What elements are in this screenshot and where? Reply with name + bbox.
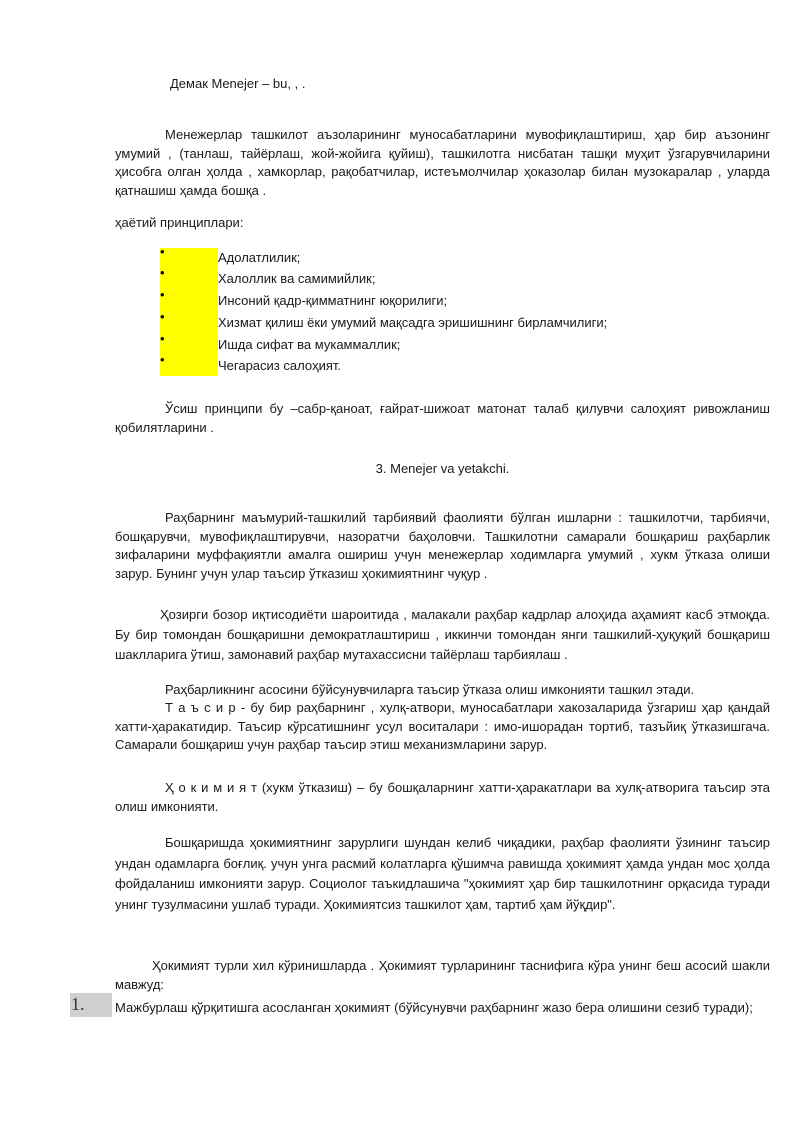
list-item bbox=[160, 265, 760, 290]
list-number: 1. bbox=[71, 994, 85, 1014]
list-item bbox=[160, 352, 760, 377]
bullet-icon: • bbox=[160, 244, 165, 259]
bullet-icon: • bbox=[160, 287, 165, 302]
paragraph-power-definition: Ҳ о к и м и я т (хукм ўтказиш) – бу бошқаларнинг хатти-ҳаракатлари ва хулқ-атворига таъсир эта олиш имконияти. bbox=[115, 780, 770, 814]
bullet-icon: • bbox=[160, 331, 165, 346]
paragraph-leader-activity: Раҳбарнинг маъмурий-ташкилий тарбиявий фаолияти бўлган ишларни : ташкилотчи, тарбиячи, бошқарувчи, мувофиқлаштирувчи, назоратчи баҳоловчи. Ташкилотни самарали бошқариш раҳбарлик зифаларини муффақиятли амалга ошириш учун менежерлар ходимларга умумий , хукм ўтказа олиши зарур. Бунинг учун улар таъсир ўтказиш ҳокимиятнинг чуқур . bbox=[115, 510, 770, 581]
list-item bbox=[160, 244, 760, 269]
section-heading: 3. Menejer va yetakchi. bbox=[375, 461, 510, 476]
list-item-text: Ишда сифат ва мукаммаллик; bbox=[218, 337, 401, 352]
list-item bbox=[160, 331, 760, 356]
intro-line: Демак Menejer – bu, , . bbox=[170, 76, 306, 91]
list-item-text: Халоллик ва самимийлик; bbox=[218, 271, 376, 286]
list-item-text: Хизмат қилиш ёки умумий мақсадга эришишнинг бирламчилиги; bbox=[218, 315, 608, 330]
paragraph-managers: Менежерлар ташкилот аъзоларининг муносабатларини мувофиқлаштириш, ҳар бир аъзонинг умумий , (танлаш, тайёрлаш, жой-жойига қуйиш), ташкилотга нисбатан ташқи муҳит ўзгарувчиларини ҳисобга олган ҳолда , хамкорлар, рақобатчилар, истеъмолчилар ҳоказолар билан музокаралар , уларда қатнашиш ҳамда бошқа . bbox=[115, 127, 770, 198]
list-item-text: Адолатлилик; bbox=[218, 250, 301, 265]
bullet-icon: • bbox=[160, 352, 165, 367]
paragraph-leadership-basis: Раҳбарликнинг асосини бўйсунувчиларга таъсир ўтказа олиш имконияти ташкил этади. bbox=[165, 682, 695, 697]
bullet-icon: • bbox=[160, 309, 165, 324]
list-item bbox=[160, 309, 760, 334]
paragraph-market-economy: Ҳозирги бозор иқтисодиёти шароитида , малакали раҳбар кадрлар алоҳида аҳамият касб этмоқда. Бу бир томондан бошқаришни демократлаштириш , иккинчи томондан янги ташкилий-ҳуқуқий бошқариш шаклларига ўтиш, замонавий раҳбар мутахассисни тайёрлаш тарбиялаш . bbox=[115, 607, 770, 662]
paragraph-influence-definition: Т а ъ с и р - бу бир раҳбарнинг , хулқ-атвори, муносабатлари хакозаларида ўзгариш ҳар қандай хатти-ҳаракатидир. Таъсир кўрсатишнинг усул воситалари : имо-ишорадан тортиб, тазъйиқ ўтказишгача. Самарали бошқариш учун раҳбар таъсир этиш механизмларини зарур. bbox=[115, 700, 770, 752]
paragraph-principles-heading: ҳаётий принциплари: bbox=[115, 215, 244, 230]
paragraph-coercive-power: Мажбурлаш қўрқитишга асосланган ҳокимият (бўйсунувчи раҳбарнинг жазо бера олишини сезиб туради); bbox=[115, 1000, 753, 1015]
list-item bbox=[160, 287, 760, 312]
bullet-icon: • bbox=[160, 265, 165, 280]
paragraph-power-types: Ҳокимият турли хил кўринишларда . Ҳокимият турларининг таснифига кўра унинг беш асосий шакли мавжуд: bbox=[115, 958, 770, 992]
paragraph-power-necessity: Бошқаришда ҳокимиятнинг зарурлиги шундан келиб чиқадики, раҳбар фаолияти ўзининг таъсир ундан одамларга боғлиқ. учун унга расмий колатларга қўшимча равишда ҳокимият ҳамда ундан мос ҳолда фойдаланиш имконияти зарур. Социолог таъкидлашича "ҳокимият ҳар бир ташкилотнинг орқасида туради унинг тузулмасини ушлаб туради. Ҳокимиятсиз ташкилот ҳам, тартиб ҳам йўқдир". bbox=[115, 835, 770, 912]
paragraph-growth-principle: Ўсиш принципи бу –сабр-қаноат, ғайрат-шижоат матонат талаб қилувчи салоҳият ривожланиш қобилятларини . bbox=[115, 401, 770, 435]
list-item-text: Инсоний қадр-қимматнинг юқорилиги; bbox=[218, 293, 448, 308]
list-item-text: Чегарасиз салоҳият. bbox=[218, 358, 341, 373]
